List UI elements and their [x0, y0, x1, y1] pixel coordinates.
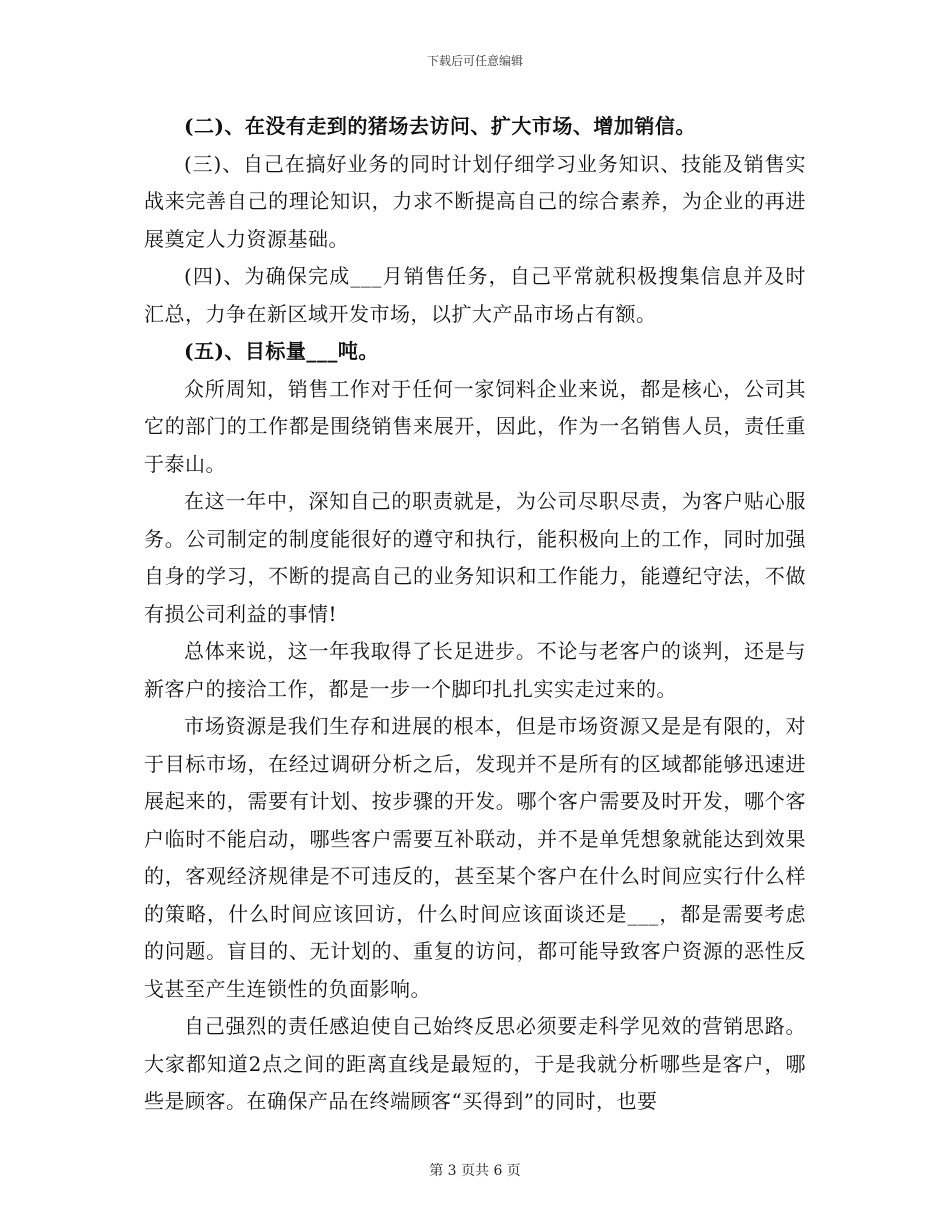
paragraph-sales-core: 众所周知，销售工作对于任何一家饲料企业来说，都是核心，公司其它的部门的工作都是围绕销售来展开，因此，作为一名销售人员，责任重于泰山。 — [144, 376, 806, 476]
paragraph-progress: 总体来说，这一年我取得了长足进步。不论与老客户的谈判，还是与新客户的接洽工作，都是一步一个脚印扎扎实实走过来的。 — [144, 639, 806, 701]
paragraph-market-resources: 市场资源是我们生存和进展的根本，但是市场资源又是是有限的，对于目标市场，在经过调研分析之后，发现并不是所有的区域都能够迅速进展起来的，需要有计划、按步骤的开发。哪个客户需要及时开发，哪个客户临时不能启动，哪些客户需要互补联动，并不是单凭想象就能达到效果的，客观经济规律是不可违反的，甚至某个客户在什么时间应实行什么样的策略，什么时间应该回访，什么时间应该面谈还是___，都是需要考虑的问题。盲目的、无计划的、重复的访问，都可能导致客户资源的恶性反戈甚至产生连锁性的负面影响。 — [144, 714, 806, 1001]
page-header: 下载后可任意编辑 — [426, 54, 523, 68]
page-footer: 第 3 页共 6 页 — [429, 1163, 521, 1179]
paragraph-duty: 在这一年中，深知自己的职责就是，为公司尽职尽责，为客户贴心服务。公司制定的制度能很好的遵守和执行，能积极向上的工作，同时加强自身的学习，不断的提高自己的业务知识和工作能力，能遵纪守法，不做有损公司利益的事情! — [144, 489, 806, 626]
paragraph-5: (五)、目标量___吨。 — [184, 339, 379, 363]
paragraph-4: (四)、为确保完成___月销售任务，自己平常就积极搜集信息并及时汇总，力争在新区域开发市场，以扩大产品市场占有额。 — [144, 264, 806, 326]
paragraph-3: (三)、自己在搞好业务的同时计划仔细学习业务知识、技能及销售实战来完善自己的理论知识，力求不断提高自己的综合素养，为企业的再进展奠定人力资源基础。 — [144, 151, 806, 251]
paragraph-2: (二)、在没有走到的猪场去访问、扩大市场、增加销信。 — [184, 114, 696, 138]
document-body — [144, 108, 806, 1121]
paragraph-marketing-approach: 自己强烈的责任感迫使自己始终反思必须要走科学见效的营销思路。大家都知道2点之间的距离直线是最短的，于是我就分析哪些是客户，哪些是顾客。在确保产品在终端顾客“买得到”的同时，也要 — [144, 1014, 806, 1113]
